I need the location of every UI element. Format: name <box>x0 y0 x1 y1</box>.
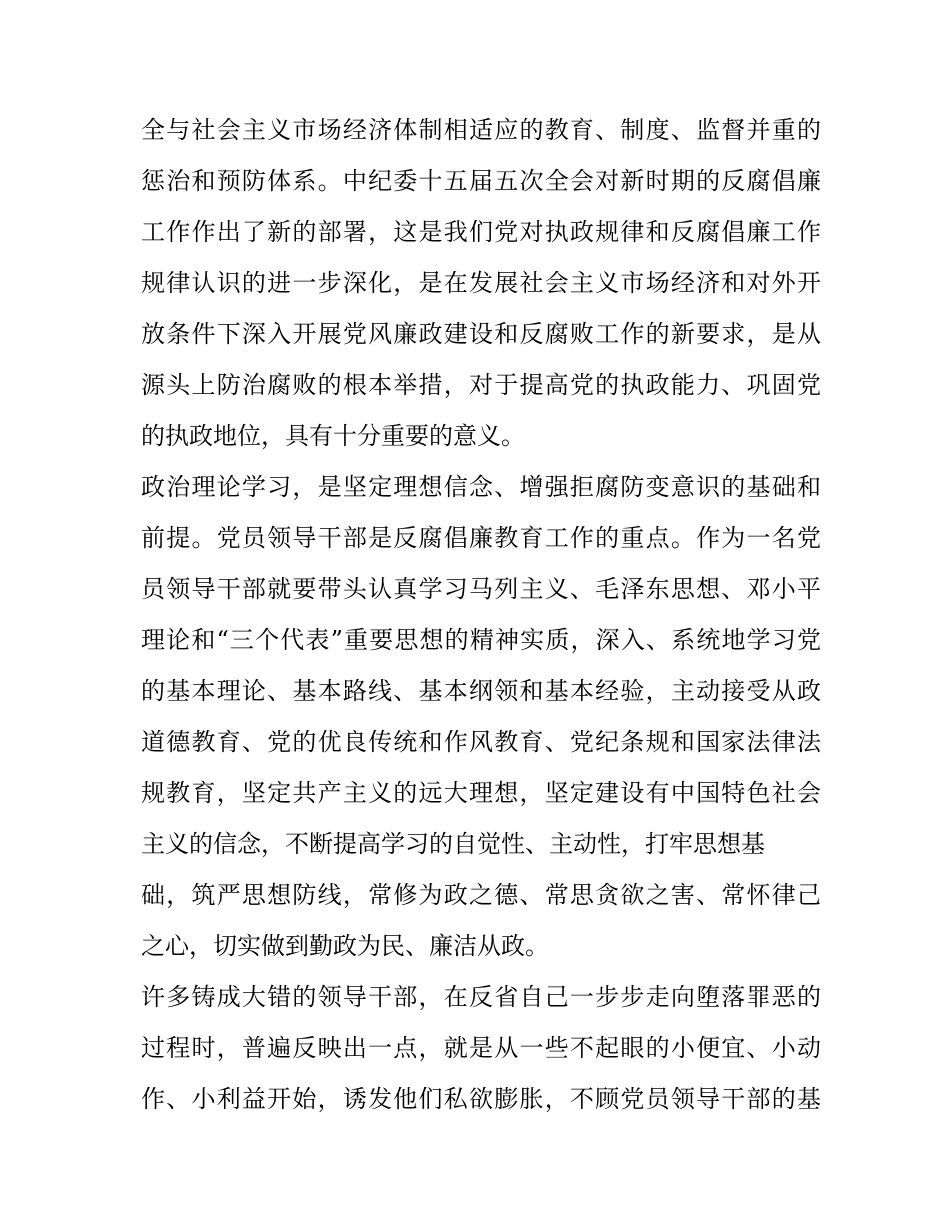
text-line: 许多铸成大错的领导干部，在反省自己一步步走向堕落罪恶的 <box>141 983 821 1011</box>
text-line: 之心，切实做到勤政为民、廉洁从政。 <box>141 932 549 960</box>
text-line: 惩治和预防体系。中纪委十五届五次全会对新时期的反腐倡廉 <box>141 167 821 195</box>
text-line: 道德教育、党的优良传统和作风教育、党纪条规和国家法律法 <box>141 728 821 756</box>
text-line: 理论和“三个代表”重要思想的精神实质，深入、系统地学习党 <box>141 626 821 654</box>
text-line: 源头上防治腐败的根本举措，对于提高党的执政能力、巩固党 <box>141 371 821 399</box>
text-line: 员领导干部就要带头认真学习马列主义、毛泽东思想、邓小平 <box>141 575 821 603</box>
text-line: 全与社会主义市场经济体制相适应的教育、制度、监督并重的 <box>141 116 821 144</box>
text-line: 放条件下深入开展党风廉政建设和反腐败工作的新要求，是从 <box>141 320 821 348</box>
text-line: 政治理论学习，是坚定理想信念、增强拒腐防变意识的基础和 <box>141 473 821 501</box>
text-line: 工作作出了新的部署，这是我们党对执政规律和反腐倡廉工作 <box>141 218 821 246</box>
text-line: 的执政地位，具有十分重要的意义。 <box>141 422 525 450</box>
paragraph-3 <box>141 972 821 1125</box>
paragraph-2 <box>141 462 821 972</box>
text-line: 规教育，坚定共产主义的远大理想，坚定建设有中国特色社会 <box>141 779 821 807</box>
text-line: 过程时，普遍反映出一点，就是从一些不起眼的小便宜、小动 <box>141 1034 821 1062</box>
text-line: 的基本理论、基本路线、基本纲领和基本经验，主动接受从政 <box>141 677 821 705</box>
text-line: 主义的信念，不断提高学习的自觉性、主动性，打牢思想基 <box>141 830 765 858</box>
text-line: 础，筑严思想防线，常修为政之德、常思贪欲之害、常怀律己 <box>141 881 821 909</box>
document-body <box>141 105 821 1125</box>
paragraph-1 <box>141 105 821 462</box>
text-line: 前提。党员领导干部是反腐倡廉教育工作的重点。作为一名党 <box>141 524 821 552</box>
text-line: 作、小利益开始，诱发他们私欲膨胀，不顾党员领导干部的基 <box>141 1085 821 1113</box>
text-line: 规律认识的进一步深化，是在发展社会主义市场经济和对外开 <box>141 269 821 297</box>
